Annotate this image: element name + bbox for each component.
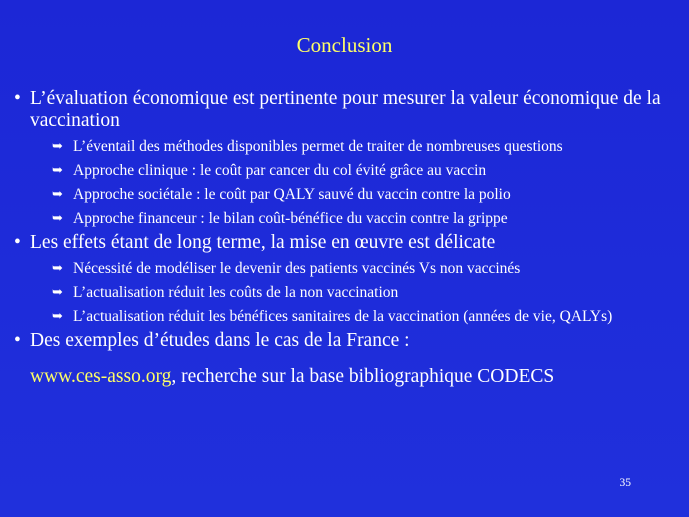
slide-content [14,84,674,388]
sub-bullet-item [14,308,674,326]
sub-bullet-item [14,260,674,278]
sub-bullet-text: L’actualisation réduit les bénéfices sanitaires de la vaccination (années de vie, QALYs) [73,308,613,325]
sub-bullet-text: Approche financeur : le bilan coût-bénéfice du vaccin contre la grippe [73,210,508,227]
bullet-item [14,88,674,132]
ces-asso-link[interactable]: www.ces-asso.org [30,366,172,387]
sub-bullet-item [14,138,674,156]
bullet-icon: • [14,330,21,351]
slide-title: Conclusion [296,33,393,57]
sub-bullet-item [14,210,674,228]
bullet-text: L’évaluation économique est pertinente pour mesurer la valeur économique de la vaccination [30,88,661,131]
bullet-text: Les effets étant de long terme, la mise en œuvre est délicate [30,232,496,253]
sub-bullet-text: Nécessité de modéliser le devenir des patients vaccinés Vs non vaccinés [73,260,521,277]
bullet-item [14,232,674,254]
reference-text: , recherche sur la base bibliographique CODECS [171,366,555,387]
arrow-icon: ➥ [52,163,63,178]
sub-bullet-text: L’éventail des méthodes disponibles permet de traiter de nombreuses questions [73,138,563,155]
bullet-icon: • [14,232,21,253]
sub-bullet-text: Approche clinique : le coût par cancer du col évité grâce au vaccin [73,162,487,179]
bullet-item [14,330,674,352]
sub-bullet-item [14,186,674,204]
arrow-icon: ➥ [52,285,63,300]
sub-bullet-text: L’actualisation réduit les coûts de la non vaccination [73,284,399,301]
arrow-icon: ➥ [52,139,63,154]
page-number: 35 [619,477,631,489]
sub-bullet-item [14,284,674,302]
arrow-icon: ➥ [52,309,63,324]
sub-bullet-item [14,162,674,180]
bullet-icon: • [14,88,21,109]
bullet-text: Des exemples d’études dans le cas de la France : [30,330,410,351]
sub-bullet-text: Approche sociétale : le coût par QALY sauvé du vaccin contre la polio [73,186,511,203]
reference-line [14,366,674,388]
arrow-icon: ➥ [52,261,63,276]
arrow-icon: ➥ [52,187,63,202]
arrow-icon: ➥ [52,211,63,226]
